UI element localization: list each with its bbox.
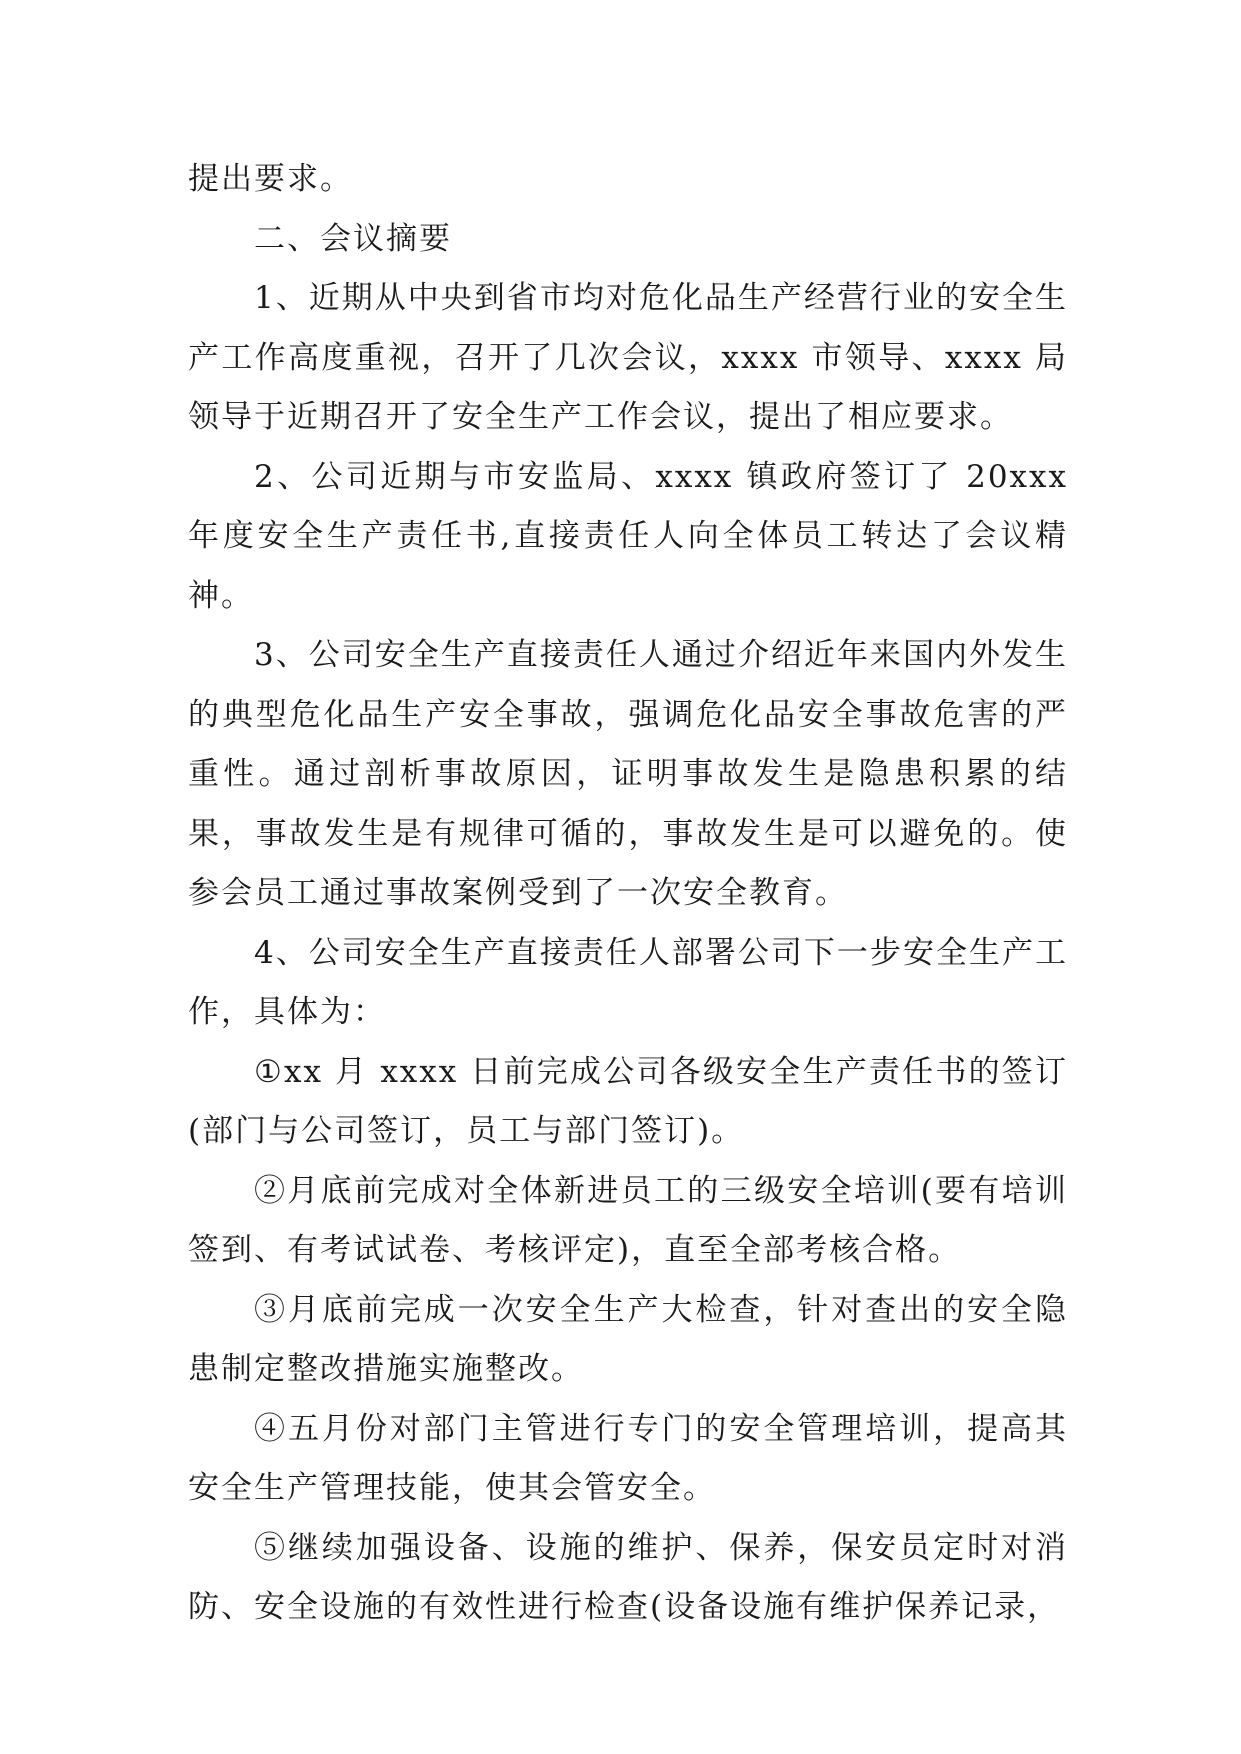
paragraph-item-1: 1、近期从中央到省市均对危化品生产经营行业的安全生产工作高度重视，召开了几次会议，xxxx 市领导、xxxx 局领导于近期召开了安全生产工作会议，提出了相应要求。 [188,280,1068,435]
paragraph-closing-line: 提出要求。 [188,161,353,197]
sub-item-1: ①xx 月 xxxx 日前完成公司各级安全生产责任书的签订(部门与公司签订，员工与部门签订)。 [188,1053,1068,1149]
paragraph-item-4: 4、公司安全生产直接责任人部署公司下一步安全生产工作，具体为： [188,934,1068,1030]
sub-item-3: ③月底前完成一次安全生产大检查，针对查出的安全隐患制定整改措施实施整改。 [188,1291,1068,1387]
section-heading-meeting-summary: 二、会议摘要 [254,220,452,257]
paragraph-item-3: 3、公司安全生产直接责任人通过介绍近年来国内外发生的典型危化品生产安全事故，强调危化品安全事故危害的严重性。通过剖析事故原因，证明事故发生是隐患积累的结果，事故发生是有规律可循的，事故发生是可以避免的。使参会员工通过事故案例受到了一次安全教育。 [188,637,1068,911]
sub-item-5: ⑤继续加强设备、设施的维护、保养，保安员定时对消防、安全设施的有效性进行检查(设备设施有维护保养记录， [188,1529,1068,1625]
sub-item-4: ④五月份对部门主管进行专门的安全管理培训，提高其安全生产管理技能，使其会管安全。 [188,1410,1068,1506]
document-body [188,150,1068,1638]
paragraph-item-2: 2、公司近期与市安监局、xxxx 镇政府签订了 20xxx 年度安全生产责任书,直接责任人向全体员工转达了会议精神。 [188,458,1068,614]
sub-item-2: ②月底前完成对全体新进员工的三级安全培训(要有培训签到、有考试试卷、考核评定)，直至全部考核合格。 [188,1172,1068,1268]
